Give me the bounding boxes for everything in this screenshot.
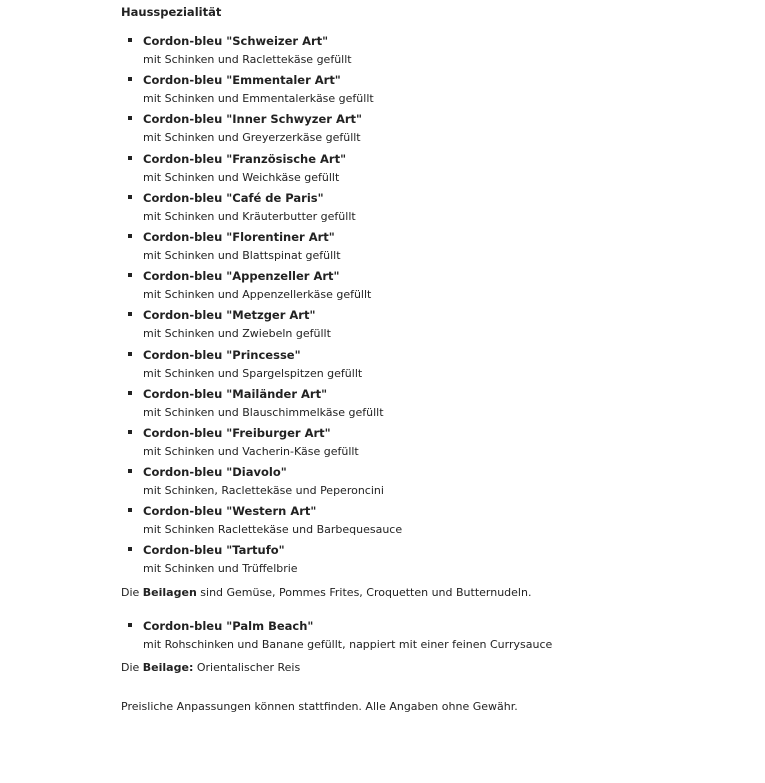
square-bullet-icon [128,430,132,434]
side-note-prefix: Die [121,660,143,674]
item-name: Cordon-bleu "Metzger Art" [143,308,316,323]
item-name: Cordon-bleu "Tartufo" [143,543,285,558]
square-bullet-icon [128,508,132,512]
special-list [121,617,721,656]
item-description: mit Schinken und Spargelspitzen gefüllt [143,366,363,380]
item-description: mit Schinken und Greyerzerkäse gefüllt [143,131,361,145]
list-item [143,189,721,228]
item-name: Cordon-bleu "Princesse" [143,347,301,362]
item-description: mit Schinken und Vacherin-Käse gefüllt [143,444,359,458]
list-item [143,502,721,541]
item-name: Cordon-bleu "Mailänder Art" [143,386,328,401]
list-item [143,463,721,502]
list-item [143,32,721,71]
list-item [143,71,721,110]
section-heading: Hausspezialität [121,5,222,19]
square-bullet-icon [128,77,132,81]
side-note-bold: Beilage: [142,660,194,674]
sides-note-bold: Beilagen [142,585,197,599]
square-bullet-icon [128,116,132,120]
list-item [143,150,721,189]
square-bullet-icon [128,38,132,42]
square-bullet-icon [128,547,132,551]
square-bullet-icon [128,273,132,277]
item-description: mit Schinken und Blattspinat gefüllt [143,248,341,262]
item-description: mit Schinken und Kräuterbutter gefüllt [143,209,356,223]
specialty-list [121,32,721,581]
item-description: mit Schinken und Zwiebeln gefüllt [143,327,331,341]
item-description: mit Rohschinken und Banane gefüllt, nappiert mit einer feinen Currysauce [143,637,553,651]
square-bullet-icon [128,156,132,160]
list-item [143,346,721,385]
item-name: Cordon-bleu "Palm Beach" [143,618,314,633]
item-name: Cordon-bleu "Appenzeller Art" [143,269,340,284]
square-bullet-icon [128,623,132,627]
item-name: Cordon-bleu "Emmentaler Art" [143,73,341,88]
square-bullet-icon [128,195,132,199]
square-bullet-icon [128,391,132,395]
list-item [143,617,721,656]
price-disclaimer: Preisliche Anpassungen können stattfinden. Alle Angaben ohne Gewähr. [121,699,518,713]
item-description: mit Schinken und Trüffelbrie [143,562,298,576]
item-name: Cordon-bleu "Freiburger Art" [143,425,331,440]
list-item [143,541,721,580]
list-item [143,228,721,267]
item-name: Cordon-bleu "Café de Paris" [143,190,324,205]
list-item [143,306,721,345]
item-description: mit Schinken und Appenzellerkäse gefüllt [143,288,372,302]
item-description: mit Schinken, Raclettekäse und Peperoncini [143,484,384,498]
item-name: Cordon-bleu "Western Art" [143,504,317,519]
square-bullet-icon [128,469,132,473]
item-description: mit Schinken und Blauschimmelkäse gefüllt [143,405,384,419]
square-bullet-icon [128,312,132,316]
list-item [143,267,721,306]
item-description: mit Schinken und Raclettekäse gefüllt [143,53,352,66]
item-description: mit Schinken Raclettekäse und Barbequesauce [143,523,403,537]
item-name: Cordon-bleu "Diavolo" [143,465,287,480]
item-name: Cordon-bleu "Schweizer Art" [143,34,329,48]
sides-note [121,585,721,601]
item-description: mit Schinken und Emmentalerkäse gefüllt [143,92,374,106]
list-item [143,424,721,463]
menu-content [121,4,721,715]
sides-note-rest: sind Gemüse, Pommes Frites, Croquetten und Butternudeln. [196,585,532,599]
side-note-rest: Orientalischer Reis [193,660,301,674]
square-bullet-icon [128,234,132,238]
list-item [143,110,721,149]
item-description: mit Schinken und Weichkäse gefüllt [143,170,340,184]
side-note [121,660,721,676]
sides-note-prefix: Die [121,585,143,599]
list-item [143,385,721,424]
item-name: Cordon-bleu "Inner Schwyzer Art" [143,112,363,127]
square-bullet-icon [128,352,132,356]
item-name: Cordon-bleu "Französische Art" [143,151,347,166]
item-name: Cordon-bleu "Florentiner Art" [143,229,335,244]
